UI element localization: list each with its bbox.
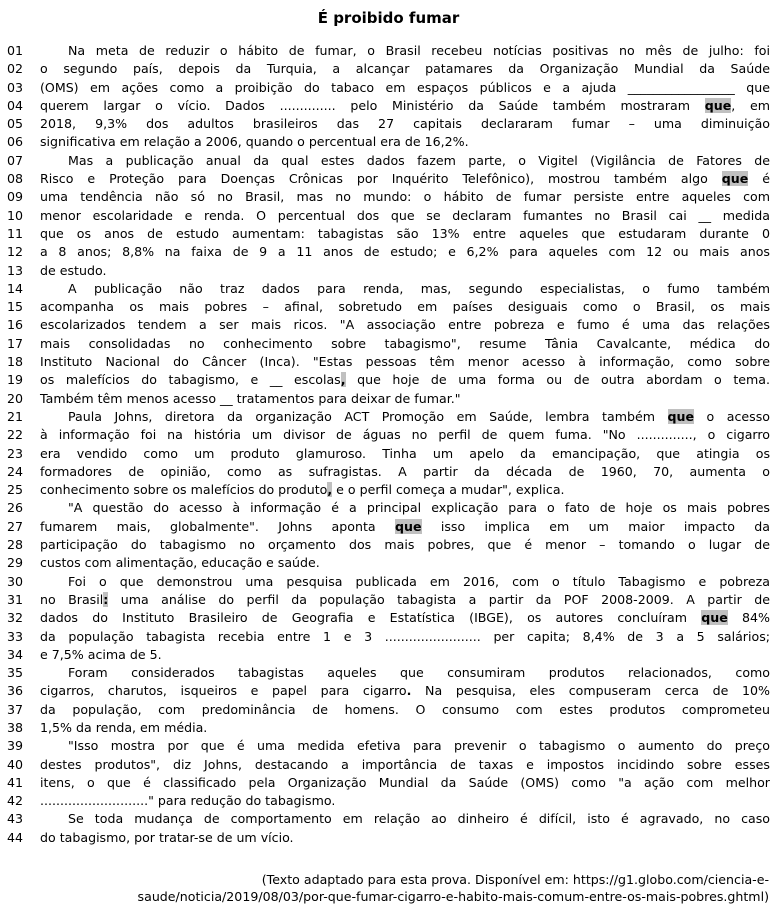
line-number: 24 (7, 463, 24, 479)
line-number: 43 (7, 811, 24, 827)
line-number: 16 (7, 317, 24, 333)
line-number: 13 (7, 262, 24, 278)
line-number: 36 (7, 683, 24, 699)
line-text: formadores de opinião, como as sufragistas. A partir da década de 1960, 70, aumenta o (40, 463, 770, 479)
text-line (7, 335, 770, 353)
line-number: 10 (7, 207, 24, 223)
line-text: ..........................." para redução do tabagismo. (40, 793, 336, 809)
text-line (7, 408, 770, 426)
line-number: 21 (7, 408, 24, 424)
bold-text: . (406, 683, 412, 699)
source-note-line1: (Texto adaptado para esta prova. Disponível em: https://g1.globo.com/ciencia-e- (261, 872, 769, 888)
line-text: uma tendência não só no Brasil, mas no mundo: o hábito de fumar persiste entre aqueles com (40, 189, 770, 205)
text-line (7, 133, 770, 151)
text-line (7, 646, 770, 664)
highlighted-text: que (704, 97, 732, 113)
line-text: itens, o que é classificado pela Organização Mundial da Saúde (OMS) como "a ação com melhor (40, 774, 770, 790)
text-line (7, 115, 770, 133)
line-number: 26 (7, 500, 24, 516)
line-text: no Brasil: uma análise do perfil da população tabagista a partir da POF 2008-2009. A partir de (40, 591, 770, 607)
line-number: 18 (7, 354, 24, 370)
text-line (7, 682, 770, 700)
line-text: Risco e Proteção para Doenças Crônicas por Inquérito Telefônico), mostrou também algo que é (40, 171, 770, 187)
line-text: A publicação não traz dados para renda, mas, segundo especialistas, o fumo também (68, 280, 770, 296)
line-text: Foi o que demonstrou uma pesquisa publicada em 2016, com o título Tabagismo e pobreza (68, 573, 770, 589)
line-text: do tabagismo, por tratar-se de um vício. (40, 829, 294, 845)
line-text: destes produtos", diz Johns, destacando a importância de taxas e impostos incidindo sobre esses (40, 756, 770, 772)
line-text: de estudo. (40, 262, 107, 278)
text-line (7, 573, 770, 591)
text-line (7, 390, 770, 408)
text-line (7, 42, 770, 60)
text-line (7, 371, 770, 389)
line-text: e 7,5% acima de 5. (40, 646, 162, 662)
line-number: 19 (7, 372, 24, 388)
line-number: 40 (7, 756, 24, 772)
highlighted-text: , (340, 372, 346, 388)
line-text: significativa em relação a 2006, quando o percentual era de 16,2%. (40, 134, 469, 150)
line-number: 32 (7, 610, 24, 626)
text-line (7, 774, 770, 792)
line-text: fumarem mais, globalmente". Johns aponta que isso implica em um maior impacto da (40, 518, 770, 534)
text-line (7, 207, 770, 225)
highlighted-text: , (327, 482, 333, 498)
text-line (7, 60, 770, 78)
text-line (7, 298, 770, 316)
line-text: participação do tabagismo no orçamento dos mais pobres, que é menor – tomando o lugar de (40, 537, 770, 553)
text-line (7, 188, 770, 206)
line-text: Se toda mudança de comportamento em relação ao dinheiro é difícil, isto é agravado, no caso (68, 811, 770, 827)
line-text: Paula Johns, diretora da organização ACT Promoção em Saúde, lembra também que o acesso (68, 408, 770, 424)
text-line (7, 810, 770, 828)
line-text: Mas a publicação anual da qual estes dados fazem parte, o Vigitel (Vigilância de Fatores de (68, 152, 770, 168)
line-text: a 8 anos; 8,8% na faixa de 9 a 11 anos de estudo; e 6,2% para aqueles com 12 ou mais anos (40, 244, 770, 260)
source-note (7, 871, 770, 905)
line-text: querem largar o vício. Dados .............. pelo Ministério da Saúde também mostraram que, em (40, 97, 770, 113)
line-number: 37 (7, 701, 24, 717)
line-number: 06 (7, 134, 24, 150)
line-text: os malefícios do tabagismo, e __ escolas, que hoje de uma forma ou de outra abordam o tema. (40, 372, 770, 388)
line-text: conhecimento sobre os malefícios do produto, e o perfil começa a mudar", explica. (40, 482, 565, 498)
line-text: da população, com predominância de homens. O consumo com estes produtos comprometeu (40, 701, 770, 717)
line-number: 42 (7, 793, 24, 809)
line-number: 34 (7, 646, 24, 662)
line-text: menor escolaridade e renda. O percentual dos que se declaram fumantes no Brasil cai __ medida (40, 207, 770, 223)
line-number: 30 (7, 573, 24, 589)
text-line (7, 316, 770, 334)
line-text: 1,5% da renda, em média. (40, 719, 208, 735)
text-line (7, 609, 770, 627)
line-text: Também têm menos acesso __ tratamentos para deixar de fumar." (40, 390, 461, 406)
text-line (7, 829, 770, 847)
line-number: 02 (7, 61, 24, 77)
text-line (7, 353, 770, 371)
text-line (7, 664, 770, 682)
line-text: Instituto Nacional do Câncer (Inca). "Estas pessoas têm menor acesso à informação, como sobre (40, 354, 770, 370)
text-line (7, 591, 770, 609)
line-text: custos com alimentação, educação e saúde. (40, 555, 320, 571)
line-number: 05 (7, 116, 24, 132)
line-number: 01 (7, 43, 24, 58)
highlighted-text: que (721, 171, 749, 187)
line-number: 29 (7, 555, 24, 571)
line-text: acompanha os mais pobres – afinal, sobretudo em países desiguais como o Brasil, os mais (40, 299, 770, 315)
text-line (7, 280, 770, 298)
text-line (7, 170, 770, 188)
highlighted-text: que (394, 518, 422, 534)
text-line (7, 225, 770, 243)
line-text: "Isso mostra por que é uma medida efetiva para prevenir o tabagismo o aumento do preço (68, 738, 770, 754)
line-number: 23 (7, 445, 24, 461)
text-line (7, 499, 770, 517)
line-text: (OMS) em ações como a proibição do tabaco em espaços públicos e a ajuda _________________ que (40, 79, 770, 95)
line-number: 22 (7, 427, 24, 443)
line-text: Na meta de reduzir o hábito de fumar, o Brasil recebeu notícias positivas no mês de julho: foi (68, 43, 770, 58)
line-text: dados do Instituto Brasileiro de Geografia e Estatística (IBGE), os autores concluíram que 84% (40, 610, 770, 626)
line-number: 15 (7, 299, 24, 315)
line-number: 39 (7, 738, 24, 754)
line-text: escolarizados tendem a ser mais ricos. "A associação entre pobreza e fumo é uma das relações (40, 317, 770, 333)
line-text: cigarros, charutos, isqueiros e papel para cigarro. Na pesquisa, eles compuseram cerca de 10% (40, 683, 770, 699)
line-number: 04 (7, 97, 24, 113)
text-line (7, 79, 770, 97)
line-number: 41 (7, 774, 24, 790)
line-number: 11 (7, 225, 24, 241)
line-number: 38 (7, 719, 24, 735)
line-number: 17 (7, 335, 24, 351)
line-number: 07 (7, 152, 24, 168)
text-line (7, 463, 770, 481)
line-text: da população tabagista recebia entre 1 e 3 ........................ per capita; 8,4% de 3 a 5 salários; (40, 628, 770, 644)
text-body (7, 42, 770, 847)
text-line (7, 792, 770, 810)
line-number: 03 (7, 79, 24, 95)
highlighted-text: que (701, 610, 728, 626)
text-line (7, 701, 770, 719)
line-number: 20 (7, 390, 24, 406)
line-number: 14 (7, 280, 24, 296)
highlighted-text: que (667, 408, 695, 424)
text-line (7, 536, 770, 554)
line-number: 25 (7, 482, 24, 498)
line-number: 35 (7, 665, 24, 681)
line-text: era vendido como um produto glamuroso. Tinha um apelo da emancipação, que atingia os (40, 445, 770, 461)
text-line (7, 554, 770, 572)
line-text: Foram considerados tabagistas aqueles que consumiram produtos relacionados, como (68, 665, 770, 681)
text-line (7, 426, 770, 444)
line-number: 28 (7, 537, 24, 553)
source-note-line2: saude/noticia/2019/08/03/por-que-fumar-cigarro-e-habito-mais-comum-entre-os-mais-pobres.ghtml) (137, 889, 769, 905)
line-text: à informação foi na história um divisor de águas no perfil de quem fuma. "No .............., o cigarro (40, 427, 770, 443)
line-number: 44 (7, 829, 24, 845)
text-line (7, 152, 770, 170)
text-line (7, 756, 770, 774)
text-line (7, 481, 770, 499)
text-line (7, 719, 770, 737)
line-number: 31 (7, 591, 24, 607)
text-line (7, 262, 770, 280)
text-line (7, 737, 770, 755)
line-number: 33 (7, 628, 24, 644)
line-text: 2018, 9,3% dos adultos brasileiros das 27 capitais declararam fumar – uma diminuição (40, 116, 770, 132)
text-line (7, 243, 770, 261)
line-number: 27 (7, 518, 24, 534)
line-text: o segundo país, depois da Turquia, a alcançar patamares da Organização Mundial da Saúde (40, 61, 770, 77)
text-line (7, 518, 770, 536)
line-number: 09 (7, 189, 24, 205)
text-line (7, 628, 770, 646)
text-line (7, 97, 770, 115)
page-title: É proibido fumar (317, 9, 460, 27)
line-text: "A questão do acesso à informação é a principal explicação para o fato de hoje os mais pobres (68, 500, 770, 516)
line-text: que os anos de estudo aumentam: tabagistas são 13% entre aqueles que estudaram durante 0 (40, 225, 770, 241)
line-text: mais consolidadas no conhecimento sobre tabagismo", resume Tânia Cavalcante, médica do (40, 335, 770, 351)
text-line (7, 445, 770, 463)
line-number: 12 (7, 244, 24, 260)
line-number: 08 (7, 171, 24, 187)
highlighted-text: : (103, 591, 109, 607)
